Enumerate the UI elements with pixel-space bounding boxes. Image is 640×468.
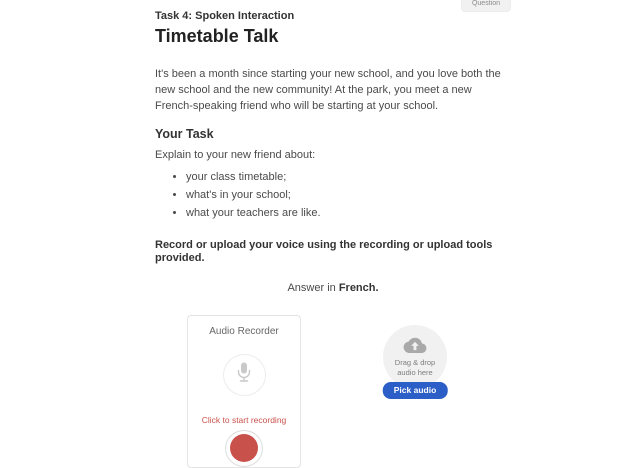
audio-upload-widget [383,325,447,395]
microphone-icon [234,361,254,388]
task-bullet-list [155,171,511,220]
uploader-column [333,315,511,468]
audio-recorder-card [187,315,301,468]
list-item: • what your teachers are like. [186,207,511,220]
drop-hint-line2: audio here [397,368,433,377]
scenario-text: It's been a month since starting your new school, and you love both the new school and the new community! At the park, you meet a new French-speaking friend who will be starting at your school. [155,68,501,112]
answer-language-text: French. [338,282,379,294]
microphone-circle [223,354,266,396]
record-instruction-text: Record or upload your voice using the recording or upload tools provided. [155,239,493,264]
your-task-heading: Your Task [155,127,214,141]
recorder-column [155,315,333,468]
question-button[interactable]: Question [461,0,511,12]
page-title: Timetable Talk [155,26,279,46]
drag-drop-zone[interactable] [383,325,447,389]
upload-cloud-icon [403,325,427,358]
task-intro-text: Explain to your new friend about: [155,149,316,161]
pick-audio-button[interactable]: Pick audio [383,382,448,399]
recorder-title: Audio Recorder [209,326,279,337]
list-item: • your class timetable; [186,171,511,184]
answer-prefix-text: Answer in [287,282,339,294]
audio-tools-row [155,315,511,468]
answer-language-line [155,282,511,295]
record-icon [230,434,258,462]
record-button[interactable] [225,430,263,467]
task-page [155,0,511,468]
click-to-record-label: Click to start recording [201,414,287,425]
drop-hint-line1: Drag & drop [394,358,436,367]
task-label: Task 4: Spoken Interaction [155,10,295,22]
list-item: • what's in your school; [186,189,511,202]
